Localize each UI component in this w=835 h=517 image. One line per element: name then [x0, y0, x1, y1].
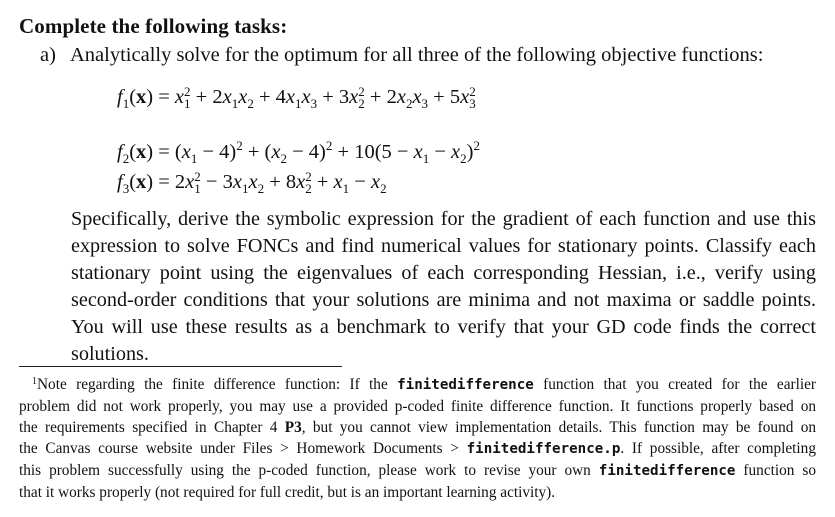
subscript: 1: [231, 96, 239, 112]
footnote-line: [19, 438, 816, 460]
task-a-text: Analytically solve for the optimum for all three of the following objective functions:: [70, 44, 764, 66]
subscript: 2: [305, 181, 312, 197]
variable: x: [349, 86, 359, 108]
variable: x: [396, 86, 406, 108]
variable: x: [301, 86, 311, 108]
variable: x: [174, 86, 185, 108]
operator: − 4): [197, 140, 237, 163]
paragraph-line: second-order conditions that your solutions are minima and not maxima or saddle points.: [71, 289, 816, 311]
footnote-text: that it works properly (not required for full credit, but is an important learning activity).: [19, 484, 556, 501]
subscript: 1: [294, 96, 302, 112]
function-index: 2: [122, 150, 130, 166]
code-name: finitedifference.p: [466, 441, 621, 457]
code-name: finitedifference: [598, 463, 736, 479]
task-marker: a): [40, 44, 56, 66]
operator: +: [311, 171, 334, 193]
variable: x: [370, 171, 381, 193]
operator: + 5: [428, 86, 461, 108]
variable: x: [333, 171, 343, 193]
exponent: 2: [184, 84, 191, 100]
operator: − 4): [287, 140, 326, 163]
exponent: 2: [358, 84, 365, 100]
footnote-mark: 1: [32, 376, 37, 387]
code-name: finitedifference: [397, 377, 534, 393]
subscript: 2: [460, 150, 467, 166]
operator: (: [174, 140, 182, 163]
footnote-text: , but you cannot view implementation details. This function may be found on: [301, 419, 816, 436]
variable: x: [271, 140, 281, 163]
operator: + 3: [317, 86, 350, 108]
equals-sign: =: [153, 140, 175, 163]
exponent: 2: [236, 138, 243, 153]
subscript: 2: [257, 181, 265, 197]
footnote-text: the requirements specified in Chapter 4: [19, 419, 285, 436]
subscript: 1: [190, 150, 198, 166]
equation-f2: [117, 138, 480, 167]
operator: + 2: [364, 86, 397, 108]
vector-x: x: [136, 171, 147, 193]
function-argument: (x): [129, 86, 154, 108]
subscript: 1: [241, 181, 249, 197]
subscript: 2: [247, 96, 254, 112]
equation-f3: [117, 171, 387, 197]
exponent: 2: [473, 138, 480, 153]
subscript: 2: [405, 96, 413, 112]
variable: x: [285, 86, 295, 108]
section-heading: Complete the following tasks:: [19, 14, 288, 38]
subscript: 3: [469, 96, 476, 112]
equals-sign: =: [153, 171, 175, 193]
variable: x: [296, 171, 306, 193]
exponent: 2: [325, 138, 333, 153]
subscript: 2: [380, 181, 387, 197]
vector-x: x: [136, 140, 147, 163]
paragraph-line: stationary point using the eigenvalues of each corresponding Hessian, i.e., verify using: [71, 262, 816, 284]
footnote-text: Note regarding the finite difference function: If the: [37, 376, 398, 393]
variable: x: [238, 86, 248, 108]
equals-sign: =: [153, 86, 175, 108]
function-symbol: f: [117, 86, 123, 108]
variable: x: [185, 171, 195, 193]
variable: x: [232, 171, 242, 193]
footnote: [19, 371, 816, 503]
footnote-text: problem did not work properly, you may use a provided p-coded finite difference function. It functions properly based on: [19, 398, 816, 415]
subscript: 1: [342, 181, 350, 197]
subscript: 1: [422, 150, 430, 166]
footnote-text: this problem successfully using the p-coded function, please work to revise your own: [19, 462, 599, 479]
equation-f1: [117, 86, 476, 112]
subscript: 2: [280, 150, 287, 166]
bold-ref: P3: [284, 419, 302, 436]
footnote-line: [19, 371, 816, 396]
variable: x: [222, 86, 232, 108]
instructions-paragraph: [71, 206, 816, 368]
footnote-text: . If possible, after completing: [620, 440, 816, 457]
variable: x: [451, 140, 461, 163]
operator: + 10(5 −: [332, 140, 414, 163]
footnote-line: [19, 396, 816, 417]
subscript: 3: [421, 96, 429, 112]
footnote-text: function that you created for the earlier: [533, 376, 816, 393]
subscript: 1: [194, 181, 201, 197]
operator: 2: [174, 171, 186, 193]
subscript: 3: [310, 96, 318, 112]
subscript: 2: [358, 96, 365, 112]
paragraph-line: You will use these results as a benchmark to verify that your GD code finds the correct: [71, 316, 816, 338]
operator: −: [349, 171, 371, 193]
operator: + 2: [190, 86, 223, 108]
footnote-text: function so: [735, 462, 816, 479]
footnote-text: the Canvas course website under Files > Homework Documents >: [19, 440, 467, 457]
task-a-line: [40, 44, 763, 67]
variable: x: [460, 86, 470, 108]
paragraph-line: Specifically, derive the symbolic expression for the gradient of each function and use this: [71, 208, 816, 230]
exponent: 2: [194, 169, 201, 185]
footnote-line: [19, 482, 816, 503]
sub-sup-stack: [469, 86, 476, 110]
paragraph-line: solutions.: [71, 343, 149, 365]
variable: x: [248, 171, 258, 193]
footnote-line: [19, 460, 816, 482]
operator: + 4: [253, 86, 286, 108]
function-index: 3: [122, 181, 130, 197]
operator: + (: [242, 140, 272, 163]
operator: + 8: [264, 171, 297, 193]
function-argument: (x): [129, 171, 154, 193]
subscript: 1: [184, 96, 191, 112]
footnote-line: [19, 417, 816, 438]
function-symbol: f: [117, 140, 123, 163]
operator: −: [429, 140, 452, 163]
function-argument: (x): [129, 140, 154, 163]
variable: x: [181, 140, 191, 163]
function-symbol: f: [117, 171, 123, 193]
paragraph-line: expression to solve FONCs and find numerical values for stationary points. Classify each: [71, 235, 816, 257]
variable: x: [413, 140, 423, 163]
vector-x: x: [136, 86, 147, 108]
exponent: 2: [469, 84, 476, 100]
operator: ): [466, 140, 474, 163]
variable: x: [412, 86, 422, 108]
footnote-divider: [19, 366, 342, 367]
function-index: 1: [122, 96, 130, 112]
operator: − 3: [200, 171, 233, 193]
exponent: 2: [305, 169, 312, 185]
